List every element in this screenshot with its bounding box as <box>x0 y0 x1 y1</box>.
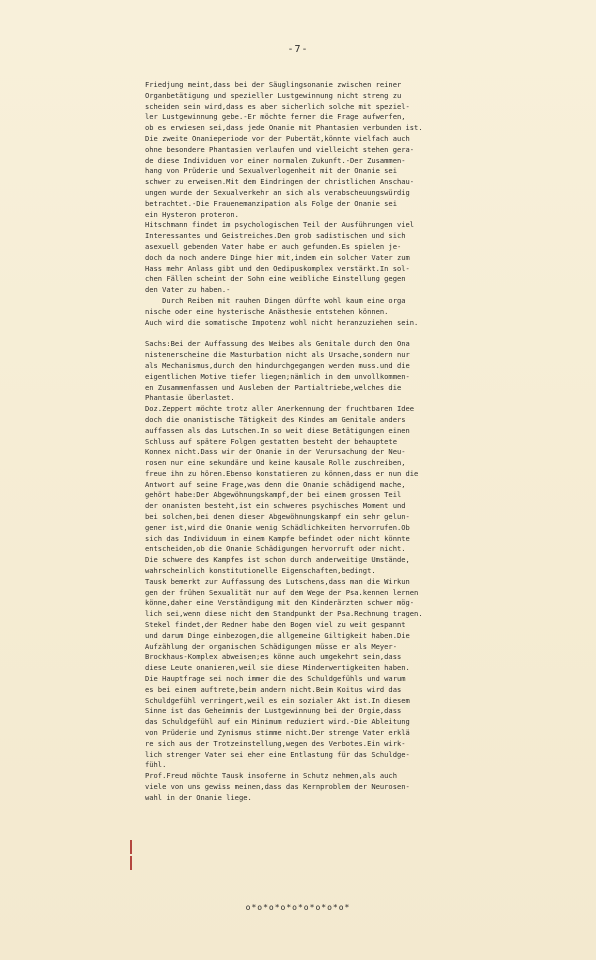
text-line: Tausk bemerkt zur Auffassung des Lutschens,dass man die Wirkun <box>145 576 410 586</box>
text-line: den Vater zu haben.- <box>145 285 231 295</box>
text-line: Die schwere des Kampfes ist schon durch anderweitige Umstände, <box>145 555 410 565</box>
text-line: bei solchen,bei denen dieser Abgewöhnungskampf ein sehr gelun- <box>145 512 410 522</box>
text-line: von Prüderie und Zynismus stimme nicht.Der strenge Vater erklä <box>145 728 410 738</box>
text-line: nistenerscheine die Masturbation nicht als Ursache,sondern nur <box>145 350 410 360</box>
text-line: lich sei,wenn diese nicht dem Standpunkt der Psa.Rechnung tragen. <box>145 609 423 619</box>
text-line: und darum Dinge einbezogen,die allgemeine Giltigkeit haben.Die <box>145 630 410 640</box>
text-line: gen der frühen Sexualität nur auf dem Wege der Psa.kennen lernen <box>145 587 419 597</box>
text-line: entscheiden,ob die Onanie Schädigungen hervorruft oder nicht. <box>145 544 406 554</box>
text-line: als Mechanismus,durch den hindurchgegangen werden muss.und die <box>145 360 410 370</box>
text-line: Aufzählung der organischen Schädigungen müsse er als Meyer- <box>145 641 397 651</box>
text-line: chen Fällen scheint der Sohn eine weibliche Einstellung gegen <box>145 274 406 284</box>
text-line: Brockhaus-Komplex abweisen;es könne auch umgekehrt sein,dass <box>145 652 402 662</box>
text-line: doch die onanistische Tätigkeit des Kindes am Genitale anders <box>145 414 406 424</box>
text-line: en Zusammenfassen und Ausleben der Partialtriebe,welches die <box>145 382 402 392</box>
text-line: asexuell gebenden Vater habe er auch gefunden.Es spielen je- <box>145 241 402 251</box>
text-line: gener ist,wird die Onanie wenig Schädlichkeiten hervorrufen.Ob <box>145 522 410 532</box>
text-line: ob es erwiesen sei,dass jede Onanie mit Phantasien verbunden ist. <box>145 123 423 133</box>
paragraph-sachs <box>145 339 585 404</box>
paragraph-friedjung <box>145 80 585 220</box>
text-line: betrachtet.-Die Frauenemanzipation als Folge der Onanie sei <box>145 198 397 208</box>
paragraph-gap <box>145 328 585 339</box>
text-line: lich strenger Vater sei eher eine Entlastung für das Schuldge- <box>145 749 410 759</box>
text-line: das Schuldgefühl auf ein Minimum reduziert wird.-Die Ableitung <box>145 717 410 727</box>
text-line: Prof.Freud möchte Tausk insoferne in Schutz nehmen,als auch <box>145 771 397 781</box>
text-line: ler Lustgewinnung gebe.-Er möchte ferner die Frage aufwerfen, <box>145 112 406 122</box>
text-line: hang von Prüderie und Sexualverlogenheit mit der Onanie sei <box>145 166 397 176</box>
text-line: ein Hysteron proteron. <box>145 209 239 219</box>
text-line: diese Leute onanieren,weil sie diese Minderwertigkeiten haben. <box>145 663 410 673</box>
text-line: scheiden sein wird,dass es aber sicherlich solche mit speziel- <box>145 101 410 111</box>
text-line: viele von uns gewiss meinen,dass das Kernproblem der Neurosen- <box>145 782 410 791</box>
text-line: de diese Individuen vor einer normalen Zukunft.-Der Zusammen- <box>145 155 406 165</box>
paragraph-freud <box>145 771 585 803</box>
text-line: ohne besondere Phantasien verlaufen und vielleicht stehen gera- <box>145 144 415 154</box>
text-line: nische oder eine hysterische Anästhesie entstehen können. <box>145 306 389 316</box>
closing-ornament: o*o*o*o*o*o*o*o*o* <box>245 903 351 912</box>
page-number: -7- <box>287 44 309 55</box>
text-line: Schuldgefühl verringert,weil es ein sozialer Akt ist.In diesem <box>145 695 410 705</box>
text-line: Antwort auf seine Frage,was denn die Onanie schädigend mache, <box>145 479 406 489</box>
text-line: sich das Individuum in einem Kampfe befindet oder nicht könnte <box>145 533 410 543</box>
text-line: Auch wird die somatische Impotenz wohl nicht heranzuziehen sein. <box>145 317 419 327</box>
text-line: Stekel findet,der Redner habe den Bogen viel zu weit gespannt <box>145 620 406 630</box>
text-line: Phantasie überlastet. <box>145 393 235 403</box>
text-line: schwer zu erweisen.Mit dem Eindringen der christlichen Anschau- <box>145 177 415 187</box>
text-line: der onanisten besteht,ist ein schweres psychisches Moment und <box>145 501 406 511</box>
text-line: es bei einem auftrete,beim andern nicht.Beim Koitus wird das <box>145 684 402 694</box>
paragraph-stekel <box>145 620 585 771</box>
paragraph-zeppert <box>145 404 585 577</box>
text-line: Hitschmann findet im psychologischen Teil der Ausführungen viel <box>145 220 415 230</box>
text-line: eigentlichen Motive tiefer liegen;nämlich in dem unvollkommen- <box>145 371 410 381</box>
transcript-text <box>145 80 585 804</box>
text-line: freue ihn zu hören.Ebenso konstatieren zu können,dass er nun die <box>145 468 419 478</box>
paragraph-hitschmann <box>145 220 585 328</box>
text-line: ungen wurde der Sexualverkehr an sich als verabscheuungswürdig <box>145 187 410 197</box>
text-line: Die zweite Onanieperiode vor der Pubertät,könnte vielfach auch <box>145 133 410 143</box>
text-line: fühl. <box>145 760 167 770</box>
text-line: doch da noch andere Dinge hier mit,indem ein solcher Vater zum <box>145 252 410 262</box>
text-line: Sinne ist das Geheimnis der Lustgewinnung bei der Orgie,dass <box>145 706 402 716</box>
paragraph-tausk <box>145 577 585 620</box>
margin-correction-mark <box>130 856 132 870</box>
text-line: Friedjung meint,dass bei der Säuglingsonanie zwischen reiner <box>145 80 402 89</box>
text-line: Schluss auf spätere Folgen gestatten besteht der behauptete <box>145 436 397 446</box>
text-line: Organbetätigung und spezieller Lustgewinnung nicht streng zu <box>145 90 402 100</box>
text-line: re sich aus der Trotzeinstellung,wegen des Verbotes.Ein wirk- <box>145 738 406 748</box>
text-line: gehört habe:Der Abgewöhnungskampf,der bei einem grossen Teil <box>145 490 402 500</box>
text-line: Sachs:Bei der Auffassung des Weibes als Genitale durch den Ona <box>145 339 410 349</box>
text-line: Durch Reiben mit rauhen Dingen dürfte wohl kaum eine orga <box>145 295 406 305</box>
text-line: Interessantes und Geistreiches.Den grob sadistischen und sich <box>145 231 406 241</box>
text-line: auffassen als das Lutschen.In so weit diese Betätigungen einen <box>145 425 410 435</box>
text-line: Hass mehr Anlass gibt und den Oedipuskomplex verstärkt.In sol- <box>145 263 410 273</box>
text-line: Doz.Zeppert möchte trotz aller Anerkennung der fruchtbaren Idee <box>145 404 415 414</box>
text-line: wahl in der Onanie liege. <box>145 792 252 802</box>
text-line: Die Hauptfrage sei noch immer die des Schuldgefühls und warum <box>145 674 406 684</box>
margin-correction-mark <box>130 840 132 854</box>
text-line: Konnex nicht.Dass wir der Onanie in der Verursachung der Neu- <box>145 447 406 457</box>
text-line: rosen nur eine sekundäre und keine kausale Rolle zuschreiben, <box>145 458 406 468</box>
text-line: könne,daher eine Verständigung mit den Kinderärzten schwer mög- <box>145 598 415 608</box>
text-line: wahrscheinlich konstitutionelle Eigenschaften,bedingt. <box>145 566 376 576</box>
